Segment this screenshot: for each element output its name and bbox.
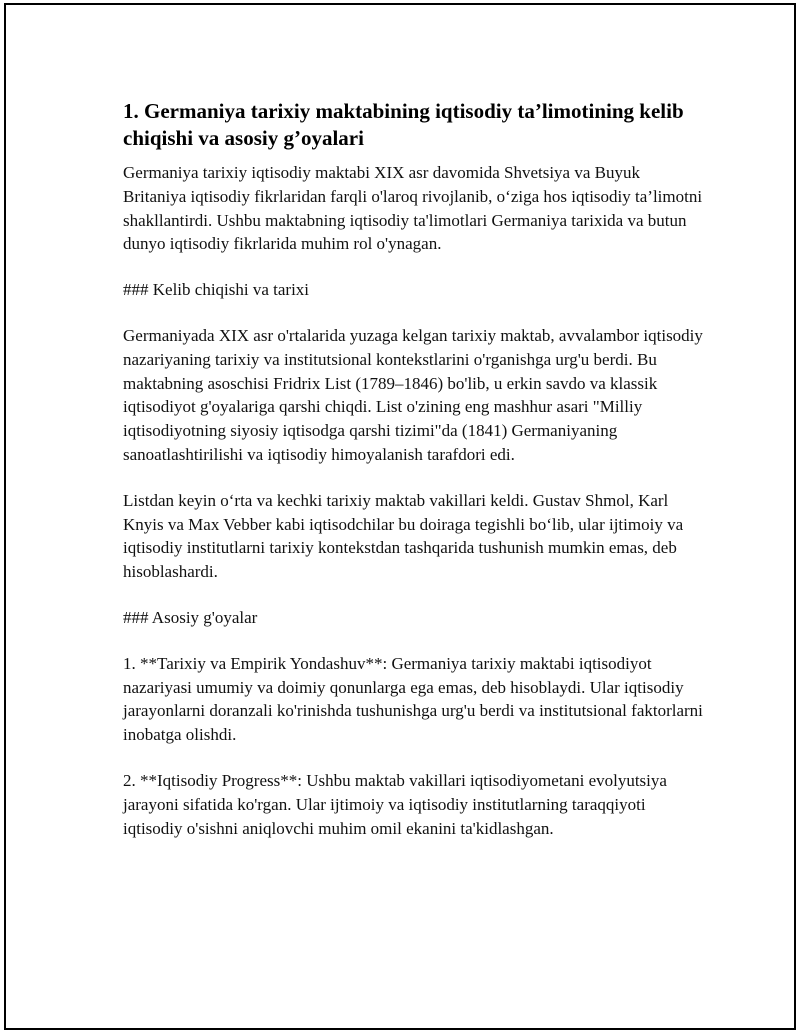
section-heading: 1. Germaniya tarixiy maktabining iqtisodiy ta’limotining kelib chiqishi va asosiy g’oyalari <box>123 99 684 150</box>
origin-paragraph: Germaniyada XIX asr o'rtalarida yuzaga kelgan tarixiy maktab, avvalambor iqtisodiy nazariyaning tarixiy va institutsional kontekstlarini o'rganishga urg'u berdi. Bu maktabning asoschisi Fridrix List (1789–1846) bo'lib, u erkin savdo va klassik iqtisodiyot g'oyalariga qarshi chiqdi. List o'zining eng mashhur asari "Milliy iqtisodiyotning siyosiy iqtisodga qarshi tizimi"da (1841) Germaniyaning sanoatlashtirilishi va iqtisodiy himoyalanish tarafdori edi. <box>123 325 703 464</box>
list-item-2: 2. **Iqtisodiy Progress**: Ushbu maktab vakillari iqtisodiyometani evolyutsiya jarayoni sifatida ko'rgan. Ular ijtimoiy va iqtisodiy institutlarning taraqqiyoti iqtisodiy o'sishni aniqlovchi muhim omil ekanini ta'kidlashgan. <box>123 770 667 838</box>
subheading-origin: ### Kelib chiqishi va tarixi <box>123 280 310 300</box>
successors-paragraph: Listdan keyin o‘rta va kechki tarixiy maktab vakillari keldi. Gustav Shmol, Karl Knyis va Max Vebber kabi iqtisodchilar bu doiraga tegishli bo‘lib, ular ijtimoiy va iqtisodiy institutlarni tarixiy kontekstdan tashqarida tushunish mumkin emas, deb hisoblashardi. <box>123 490 684 582</box>
list-item-1: 1. **Tarixiy va Empirik Yondashuv**: Germaniya tarixiy maktabi iqtisodiyot nazariyasi umumiy va doimiy qonunlarga ega emas, deb hisoblaydi. Ular iqtisodiy jarayonlarni doranzali ko'rinishda tushunishga urg'u berdi va institutsional faktorlarni inobatga olishdi. <box>123 653 703 745</box>
subheading-main-ideas: ### Asosiy g'oyalar <box>123 607 258 627</box>
document-body <box>123 98 703 862</box>
page-frame <box>4 3 796 1030</box>
intro-paragraph: Germaniya tarixiy iqtisodiy maktabi XIX asr davomida Shvetsiya va Buyuk Britaniya iqtisodiy fikrlaridan farqli o'laroq rivojlanib, o‘ziga hos iqtisodiy ta’limotni shakllantirdi. Ushbu maktabning iqtisodiy ta'limotlari Germaniya tarixida va butun dunyo iqtisodiy fikrlarida muhim rol o'ynagan. <box>123 163 703 254</box>
